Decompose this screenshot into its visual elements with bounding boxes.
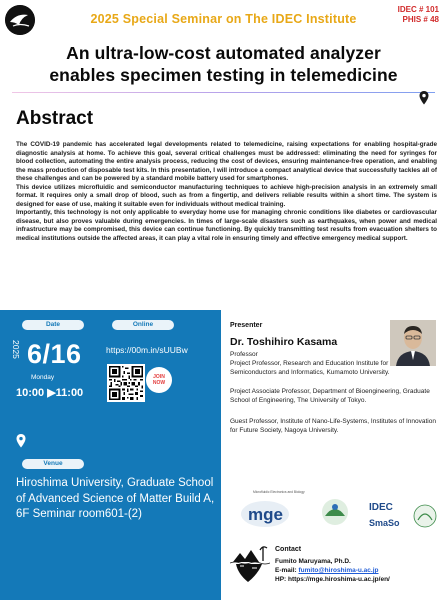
presenter-label: Presenter	[230, 322, 263, 329]
contact-email	[275, 567, 379, 574]
presenter-role: Professor	[230, 351, 258, 358]
header-divider	[12, 92, 435, 93]
talk-title-line-2: enables specimen testing in telemedicine	[49, 65, 398, 85]
seminar-codes	[398, 5, 439, 25]
location-pin-icon	[419, 91, 429, 105]
event-year: 2025	[11, 340, 21, 359]
presenter-affiliation: Project Professor, Research and Education Institute for Semiconductors and Informatics, Kumamoto University.	[230, 360, 390, 376]
contact-label: Contact	[275, 546, 302, 553]
contact-email-label: E-mail:	[275, 567, 297, 574]
presenter-affiliation: Project Associate Professor, Department of Bioengineering, Graduate School of Engineering, The University of Tokyo.	[230, 388, 430, 404]
online-url-link[interactable]: https://00m.in/sUUBw	[106, 345, 188, 355]
event-time: 10:00 ▶11:00	[16, 387, 84, 399]
online-label: Online	[112, 320, 174, 330]
svg-text:IDEC: IDEC	[369, 502, 393, 513]
event-weekday: Monday	[31, 374, 55, 381]
contact-homepage-link[interactable]: HP: https://mge.hiroshima-u.ac.jp/en/	[275, 576, 390, 583]
university-logo	[322, 499, 348, 525]
contact-email-link[interactable]: fumito@hiroshima-u.ac.jp	[298, 567, 379, 574]
idec-code: IDEC # 101	[397, 5, 439, 14]
svg-text:Microfluidic Electronics and B: Microfluidic Electronics and Biology	[253, 490, 305, 494]
idec-smaso-logo	[369, 502, 436, 528]
mge-logo	[241, 490, 305, 527]
seminar-series-title: 2025 Special Seminar on The IDEC Institute	[90, 12, 357, 26]
venue-address: Hiroshima University, Graduate School of Advanced Science of Matter Build A, 6F Seminar room601-(2)	[16, 477, 215, 520]
talk-title-line-1: An ultra-low-cost automated analyzer	[66, 43, 381, 63]
abstract-heading: Abstract	[16, 108, 94, 129]
abstract-paragraph: This device utilizes microfluidic and semiconductor manufacturing techniques to achieve high-precision analysis in an extremely small format. It requires only a small drop of blood, such as from a fingertip, and delivers reliable results within a short time. The system is designed for ease of use, making it suitable even for individuals without medical training.	[16, 183, 437, 208]
sponsor-logos	[223, 480, 447, 535]
abstract-paragraph: Importantly, this technology is not only applicable to everyday home use for managing chronic conditions like diabetes or cardiovascular disease, but also proves valuable during emergencies. In times of large-scale disasters such as earthquakes, when power and medical infrastructure may be compromised, this device can continue functioning. By quickly transmitting test results from evacuation shelters to medical institutions outside the affected areas, it can play a vital role in ensuring timely and effective emergency medical support.	[16, 209, 437, 242]
svg-text:mge: mge	[248, 505, 283, 524]
abstract-body	[16, 141, 437, 243]
presenter-affiliation: Guest Professor, Institute of Nano-Life-Systems, Institutes of Innovation for Future Society, Nagoya University.	[230, 418, 436, 434]
svg-text:SmaSo: SmaSo	[369, 518, 400, 528]
abstract-paragraph: The COVID-19 pandemic has accelerated legal developments related to telemedicine, raising expectations for enabling hospital-grade diagnostic analysis at home. To achieve this goal, several critical challenges must be addressed: eliminating the need for syringes for blood collection, automating the entire analysis process, reducing the cost of devices, ensuring maintenance-free operation, and enabling the mass production of disposable test kits. In this presentation, I will introduce a compact analytical device that successfully tackles all of these challenges and can be powered by a standard mobile battery used for smartphones.	[16, 141, 437, 182]
venue-label: Venue	[22, 459, 84, 469]
date-label: Date	[22, 320, 84, 330]
location-pin-icon	[16, 434, 26, 448]
event-date: 6/16	[27, 339, 82, 369]
join-now-button[interactable]: JOIN NOW	[146, 367, 172, 393]
contact-name: Fumito Maruyama, Ph.D.	[275, 558, 351, 565]
presenter-name: Dr. Toshihiro Kasama	[230, 336, 338, 348]
talk-title	[0, 42, 447, 86]
phis-code: PHIS # 48	[402, 15, 439, 24]
qr-code[interactable]	[107, 364, 145, 402]
island-icon	[230, 542, 270, 584]
